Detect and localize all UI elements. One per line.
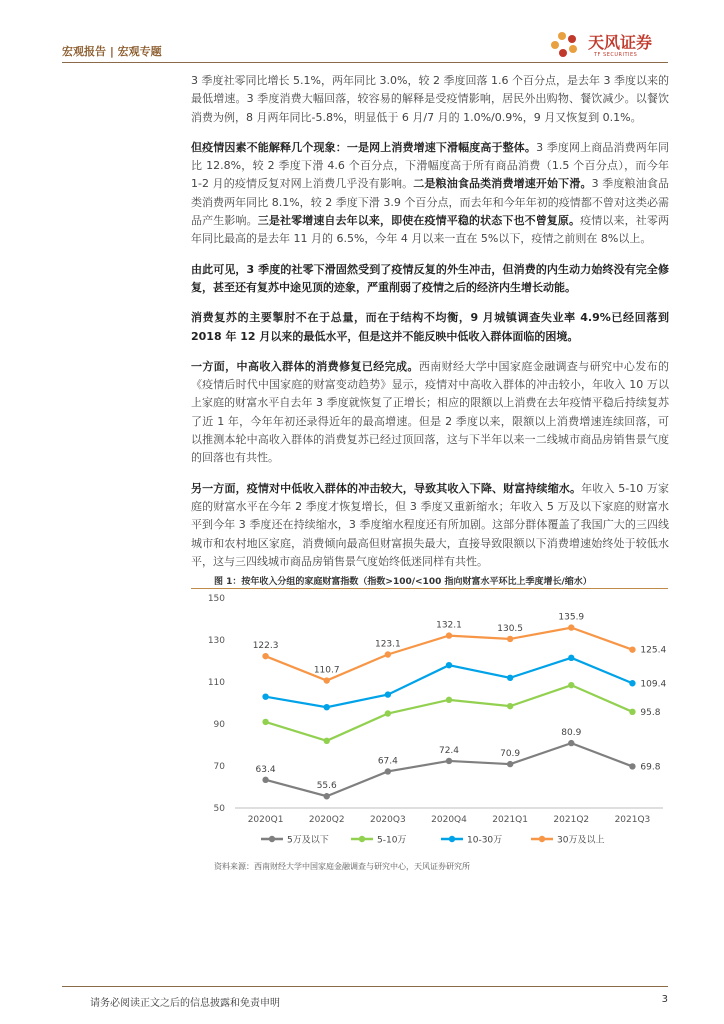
logo-english-name: TF SECURITIES bbox=[594, 52, 638, 58]
data-point bbox=[568, 682, 574, 688]
y-tick-label: 50 bbox=[213, 804, 225, 814]
data-label: 69.8 bbox=[640, 762, 661, 773]
data-point bbox=[446, 758, 452, 764]
data-label: 122.3 bbox=[252, 641, 279, 652]
x-tick-label: 2020Q3 bbox=[369, 815, 406, 825]
x-tick-label: 2020Q1 bbox=[247, 815, 284, 825]
legend-marker bbox=[359, 836, 365, 842]
company-logo bbox=[548, 30, 668, 60]
bold-text-segment: 由此可见，3 季度的社零下滑固然受到了疫情反复的外生冲击，但消费的内生动力始终没有完全修复，甚至还有复苏中途见顶的迹象，严重削弱了疫情之后的经济内生增长动能。 bbox=[191, 262, 669, 294]
text-segment: 3 季度粮油食品类消费两年同比 8.1%，较 2 季度下滑 3.9 个百分点，而去年和今年年初的疫情都不曾对这类必需品产生影响。 bbox=[191, 177, 670, 228]
paragraph bbox=[191, 261, 669, 298]
data-label: 110.7 bbox=[313, 665, 340, 676]
legend-label: 5万及以下 bbox=[287, 835, 329, 846]
data-point bbox=[568, 655, 574, 661]
x-tick-label: 2021Q1 bbox=[492, 815, 529, 825]
legend-marker bbox=[269, 836, 275, 842]
data-label: 132.1 bbox=[436, 620, 462, 631]
bold-text-segment: 但疫情因素不能解释几个现象：一是网上消费增速下滑幅度高于整体。 bbox=[191, 140, 537, 154]
data-point bbox=[629, 709, 635, 715]
text-segment: 年收入 5-10 万家庭的财富水平在今年 2 季度才恢复增长，但 3 季度又重新缩水；年收入 5 万及以下家庭的财富水平到今年 3 季度还在持续缩水，3 季度缩水程度还有所加剧。这部分群体覆盖了我国广大的三四线城市和农村地区家庭，消费倾向最高但财富损失最大，直接导致限额以下消费增速始终处于较低水平，这与三四线城市商品房销售景气度始终低迷同样有共性。 bbox=[191, 481, 669, 568]
x-tick-label: 2020Q2 bbox=[308, 815, 345, 825]
footer-disclaimer: 请务必阅读正文之后的信息披露和免责申明 bbox=[90, 998, 280, 1009]
data-point bbox=[262, 719, 268, 725]
data-label: 109.4 bbox=[640, 679, 667, 690]
data-label: 72.4 bbox=[438, 745, 460, 756]
y-tick-label: 150 bbox=[207, 594, 225, 604]
data-label: 55.6 bbox=[316, 781, 337, 792]
x-tick-label: 2021Q3 bbox=[614, 815, 651, 825]
paragraph bbox=[191, 480, 669, 571]
legend-label: 30万及以上 bbox=[557, 835, 605, 846]
data-point bbox=[324, 704, 330, 710]
header-divider bbox=[62, 62, 668, 63]
bold-text-segment: 消费复苏的主要掣肘不在于总量，而在于结构不均衡，9 月城镇调查失业率 4.9%已经回落到 2018 年 12 月以来的最低水平，但是这并不能反映中低收入群体面临的困境。 bbox=[191, 311, 669, 343]
y-tick-label: 130 bbox=[207, 636, 225, 646]
data-label: 125.4 bbox=[640, 645, 667, 656]
body-text bbox=[191, 72, 669, 583]
text-segment: 3 季度社零同比增长 5.1%，两年同比 3.0%，较 2 季度回落 1.6 个百分点，是去年 3 季度以来的最低增速。3 季度消费大幅回落，较容易的解释是受疫情影响，居民外出购物、餐饮减少。以餐饮消费为例，8 月两年同比-5.8%，明显低于 6 月/7 月的 1.0%/0.9%，9 月又恢复到 0.1%。 bbox=[191, 74, 669, 124]
y-tick-label: 70 bbox=[213, 762, 225, 772]
figure-title: 图 1：按年收入分组的家庭财富指数（指数>100/<100 指向财富水平环比上季度增长/缩水） bbox=[214, 577, 592, 587]
bold-text-segment: 一方面，中高收入群体的消费修复已经完成。 bbox=[191, 359, 419, 373]
data-point bbox=[507, 675, 513, 681]
data-point bbox=[446, 662, 452, 668]
data-point bbox=[324, 793, 330, 799]
x-tick-label: 2021Q2 bbox=[553, 815, 590, 825]
text-segment: 西南财经大学中国家庭金融调查与研究中心发布的《疫情后时代中国家庭的财富变动趋势》显示，疫情对中高收入群体的冲击较小，年收入 10 万以上家庭的财富水平自去年 3 季度就恢复了正增长；相应的限额以上消费在去年疫情平稳后持续复苏了近 1 年，今年年初还录得近年的最高增速。但是 2 季度以来，限额以上消费增速连续回落，可以推测本轮中高收入群体的消费复苏已经过顶回落，这与下半年以来一二线城市商品房销售景气度的回落也有共性。 bbox=[191, 359, 670, 465]
data-point bbox=[385, 651, 391, 657]
data-point bbox=[385, 710, 391, 716]
figure-top-rule bbox=[191, 588, 668, 589]
data-point bbox=[568, 740, 574, 746]
figure-source: 资料来源：西南财经大学中国家庭金融调查与研究中心，天风证券研究所 bbox=[214, 862, 470, 871]
logo-chinese-name: 天风证券 bbox=[588, 33, 653, 52]
paragraph bbox=[191, 72, 669, 127]
bold-text-segment: 三是社零增速自去年以来，即使在疫情平稳的状态下也不曾复原。 bbox=[257, 214, 581, 228]
data-point bbox=[629, 646, 635, 652]
data-point bbox=[324, 677, 330, 683]
data-point bbox=[629, 680, 635, 686]
data-label: 63.4 bbox=[255, 764, 276, 775]
y-tick-label: 90 bbox=[213, 720, 225, 730]
data-label: 80.9 bbox=[561, 728, 582, 739]
text-segment: 疫情以来，社零两年同比最高的是去年 11 月的 6.5%，今年 4 月以来一直在 5%以下，疫情之前则在 8%以上。 bbox=[191, 214, 670, 246]
x-tick-label: 2020Q4 bbox=[431, 815, 467, 825]
legend-label: 10-30万 bbox=[467, 835, 503, 846]
page-number: 3 bbox=[661, 994, 668, 1005]
legend-label: 5-10万 bbox=[377, 835, 407, 846]
data-point bbox=[385, 768, 391, 774]
bold-text-segment: 另一方面，疫情对中低收入群体的冲击较大，导致其收入下降、财富持续缩水。 bbox=[191, 481, 582, 495]
paragraph bbox=[191, 358, 669, 468]
text-segment: 3 季度网上商品消费两年同比 12.8%，较 2 季度下滑 4.6 个百分点，下滑幅度高于所有商品消费（1.5 个百分点），而今年 1-2 月的疫情反复对网上消费几乎没有影响。 bbox=[191, 140, 669, 191]
data-point bbox=[262, 777, 268, 783]
y-tick-label: 110 bbox=[207, 678, 225, 688]
data-label: 95.8 bbox=[640, 707, 661, 718]
data-label: 130.5 bbox=[497, 623, 524, 634]
legend-marker bbox=[539, 836, 545, 842]
data-label: 123.1 bbox=[374, 639, 401, 650]
paragraph bbox=[191, 139, 669, 249]
bold-text-segment: 二是粮油食品类消费增速开始下滑。 bbox=[413, 177, 592, 191]
data-point bbox=[385, 691, 391, 697]
data-label: 135.9 bbox=[558, 612, 585, 623]
data-label: 70.9 bbox=[500, 749, 521, 760]
wealth-index-line-chart bbox=[191, 590, 669, 860]
data-point bbox=[324, 738, 330, 744]
data-point bbox=[446, 632, 452, 638]
data-point bbox=[446, 697, 452, 703]
data-point bbox=[507, 703, 513, 709]
report-category: 宏观报告 | 宏观专题 bbox=[62, 45, 162, 58]
data-point bbox=[262, 694, 268, 700]
data-point bbox=[629, 763, 635, 769]
paragraph bbox=[191, 309, 669, 346]
legend-marker bbox=[449, 836, 455, 842]
footer-divider bbox=[62, 986, 668, 987]
data-point bbox=[568, 624, 574, 630]
data-point bbox=[507, 761, 513, 767]
data-point bbox=[507, 636, 513, 642]
pinwheel-logo-icon bbox=[548, 30, 584, 60]
data-point bbox=[262, 653, 268, 659]
data-label: 67.4 bbox=[377, 756, 398, 767]
